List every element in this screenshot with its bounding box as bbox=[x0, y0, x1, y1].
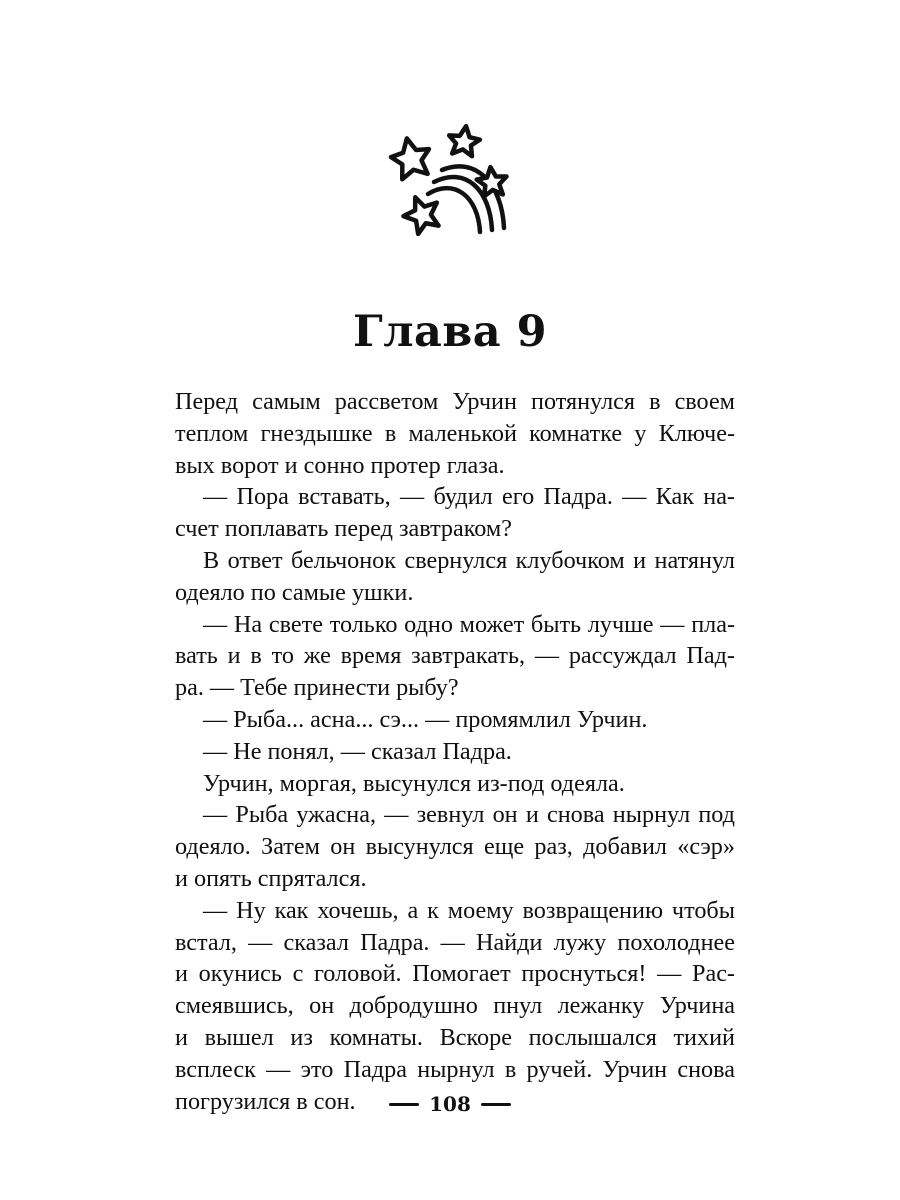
text-line: счет поплавать перед завтраком? bbox=[175, 515, 512, 543]
text-line: — Не понял, — сказал Падра. bbox=[203, 737, 512, 765]
page-number: 108 bbox=[429, 1092, 471, 1116]
page-footer bbox=[0, 1089, 900, 1119]
text-line: — Пора вставать, — будил его Падра. — Как на- bbox=[203, 483, 735, 511]
text-line: и окунись с головой. Помогает проснуться! — Рас- bbox=[175, 960, 735, 988]
text-line: и опять спрятался. bbox=[175, 864, 367, 892]
text-line: теплом гнездышке в маленькой комнатке у Ключе- bbox=[175, 419, 735, 447]
footer-dash-left bbox=[389, 1103, 419, 1106]
text-line: В ответ бельчонок свернулся клубочком и натянул bbox=[203, 546, 735, 574]
stars-rainbow-icon bbox=[380, 122, 530, 252]
chapter-text bbox=[175, 386, 735, 1117]
text-line: — На свете только одно может быть лучше — пла- bbox=[203, 610, 735, 638]
text-line: вать и в то же время завтракать, — рассуждал Пад- bbox=[175, 642, 735, 670]
text-line: одеяло. Затем он высунулся еще раз, добавил «сэр» bbox=[175, 833, 735, 861]
chapter-title: Глава 9 bbox=[353, 307, 547, 357]
text-line: встал, — сказал Падра. — Найди лужу похолоднее bbox=[175, 928, 735, 956]
text-line: — Рыба ужасна, — зевнул он и снова нырнул под bbox=[203, 801, 735, 829]
text-line: Перед самым рассветом Урчин потянулся в своем bbox=[175, 388, 735, 415]
text-line: всплеск — это Падра нырнул в ручей. Урчин снова bbox=[175, 1055, 735, 1083]
text-line: смеявшись, он добродушно пнул лежанку Урчина bbox=[175, 992, 735, 1020]
text-line: — Ну как хочешь, а к моему возвращению чтобы bbox=[203, 896, 735, 924]
text-line: вых ворот и сонно протер глаза. bbox=[175, 451, 505, 479]
text-line: и вышел из комнаты. Вскоре послышался тихий bbox=[175, 1023, 735, 1051]
text-line: — Рыба... асна... сэ... — промямлил Урчин. bbox=[203, 705, 648, 733]
footer-dash-right bbox=[481, 1103, 511, 1106]
text-line: ра. — Тебе принести рыбу? bbox=[175, 674, 459, 702]
text-line: одеяло по самые ушки. bbox=[175, 578, 414, 606]
text-line: Урчин, моргая, высунулся из-под одеяла. bbox=[203, 769, 625, 797]
text-line: погрузился в сон. bbox=[175, 1087, 356, 1115]
